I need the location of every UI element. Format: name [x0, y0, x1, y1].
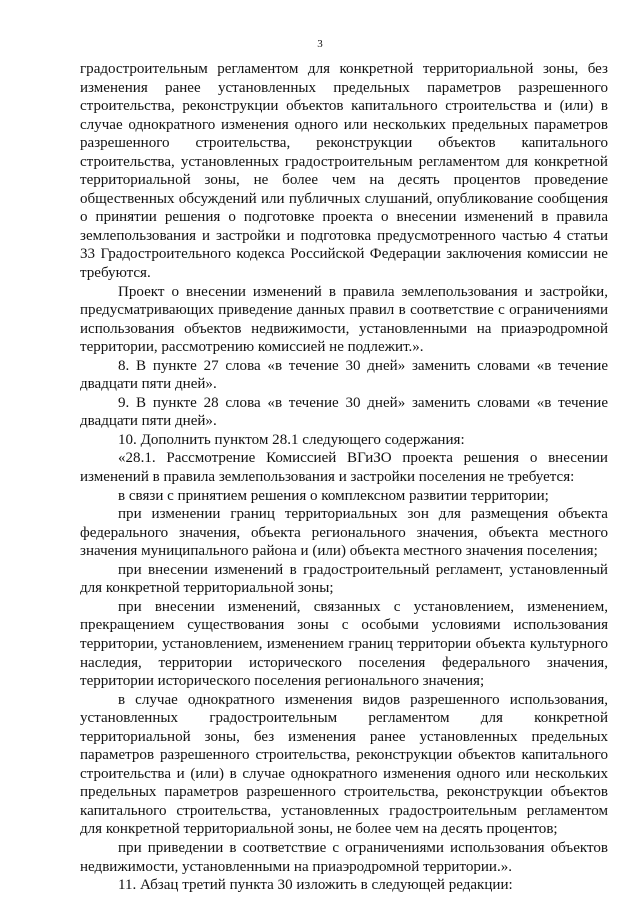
paragraph-continuation: градостроительным регламентом для конкретной территориальной зоны, без изменения ранее установленных предельных параметров разрешенного строительства, реконструкции объектов капитального строительства и (или) в случае однократного изменения одного или нескольких предельных параметров разрешенного строительства, реконструкции объектов капитального строительства, установленных градостроительным регламентом для конкретной территориальной зоны, не более чем на десять процентов проведение общественных обсуждений или публичных слушаний, опубликование сообщения о принятии решения о подготовке проекта о внесении изменений в правила землепользования и застройки и подготовка предусмотренного частью 4 статьи 33 Градостроительного кодекса Российской Федерации заключения комиссии не требуются. [80, 61, 608, 282]
page-number: 3 [317, 38, 323, 50]
paragraph-item-8: 8. В пункте 27 слова «в течение 30 дней» заменить словами «в течение двадцати пяти дней». [80, 357, 608, 393]
paragraph-item-10: 10. Дополнить пунктом 28.1 следующего содержания: [118, 431, 465, 448]
paragraph-case-regulation-change: при внесении изменений в градостроительный регламент, установленный для конкретной территориальной зоны; [80, 561, 608, 597]
paragraph-case-one-time-change: в случае однократного изменения видов разрешенного использования, установленных градостроительным регламентом для конкретной территориальной зоны, без изменения ранее установленных предельных параметров разрешенного строительства, реконструкции объектов капитального строительства и (или) в случае однократного изменения одного или нескольких предельных параметров разрешенного строительства, реконструкции объектов капитального строительства, установленных градостроительным регламентом для конкретной территориальной зоны, не более чем на десять процентов; [80, 691, 608, 838]
document-body [80, 60, 608, 895]
paragraph-item-9: 9. В пункте 28 слова «в течение 30 дней» заменить словами «в течение двадцати пяти дней». [80, 394, 608, 430]
paragraph-case-airfield: при приведении в соответствие с ограничениями использования объектов недвижимости, установленными на приаэродромной территории.». [80, 839, 608, 875]
paragraph-clause-28-1: «28.1. Рассмотрение Комиссией ВГиЗО проекта решения о внесении изменений в правила землепользования и застройки поселения не требуется: [80, 450, 608, 486]
paragraph-project-exemption: Проект о внесении изменений в правила землепользования и застройки, предусматривающих приведение данных правил в соответствие с ограничениями использования объектов недвижимости, установленными на приаэродромной территории, рассмотрению комиссией не подлежит.». [80, 283, 608, 356]
paragraph-item-11: 11. Абзац третий пункта 30 изложить в следующей редакции: [118, 877, 513, 894]
paragraph-case-complex-development: в связи с принятием решения о комплексном развитии территории; [118, 487, 549, 504]
paragraph-case-special-zones: при внесении изменений, связанных с установлением, изменением, прекращением существования зоны с особыми условиями использования территории, установлением, изменением границ территории объекта культурного наследия, территории исторического поселения федерального значения, территории исторического поселения регионального значения; [80, 598, 608, 690]
paragraph-case-zone-boundaries: при изменении границ территориальных зон для размещения объекта федерального значения, объекта регионального значения, объекта местного значения муниципального района и (или) объекта местного значения поселения; [80, 506, 608, 560]
